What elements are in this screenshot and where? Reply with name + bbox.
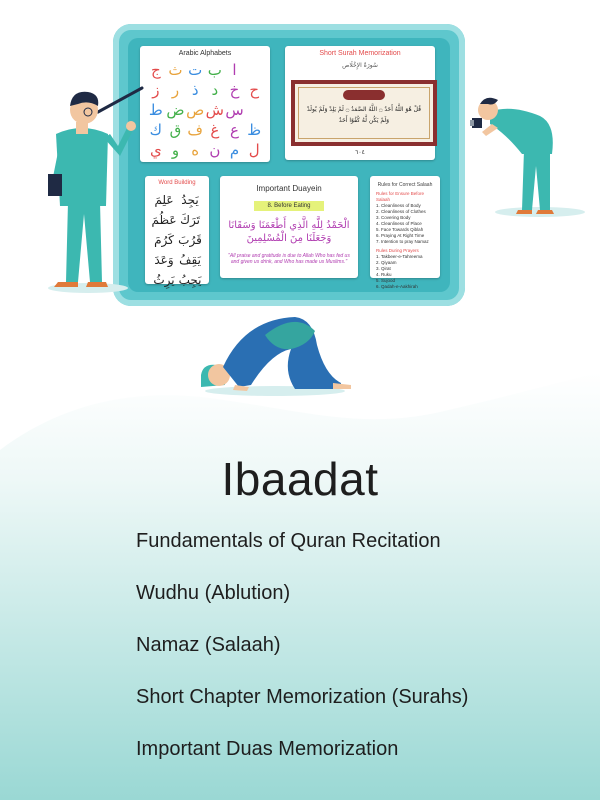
alphabet-letter: ا	[232, 61, 237, 79]
rule-item: 4. Cleanliness of Place	[376, 221, 422, 226]
word-item: يَرِثُ	[153, 273, 175, 287]
alphabet-letter: ظ	[247, 121, 262, 139]
word-grid	[145, 186, 209, 294]
rule-item: 1. Cleanliness of Body	[376, 203, 421, 208]
rule-item: 2. Cleanliness of Clothes	[376, 209, 426, 214]
word-item: تَرَكَ	[180, 213, 200, 227]
word-item: وَعَدَ	[154, 253, 174, 267]
card-title: Important Duayein	[256, 184, 322, 193]
rule-item: 4. Ruku	[376, 272, 392, 277]
dua-line: وَجَعَلَنَا مِنَ الْمُسْلِمِينَ	[246, 233, 332, 244]
word-item: كَرُمَ	[154, 233, 174, 247]
rules-heading: Rules for Ensure Before Salaah	[376, 191, 425, 202]
alphabet-letter: ص	[186, 101, 205, 119]
alphabet-letter: س	[225, 101, 244, 119]
alphabet-letter: ي	[149, 141, 162, 159]
alphabet-letter: غ	[210, 121, 220, 139]
alphabet-letter: ر	[171, 81, 180, 99]
surah-line: قُلْ هُوَ اللَّهُ أَحَدٌ ۝ اللَّهُ الصَّمَدُ ۝ لَمْ يَلِدْ وَلَمْ يُولَدْ	[306, 106, 422, 113]
alphabet-letter: ش	[205, 101, 224, 119]
alphabet-letter: ق	[169, 121, 182, 139]
alphabet-letter	[244, 101, 264, 119]
alphabet-letter: ح	[249, 81, 259, 99]
rule-item: 3. Covering Body	[376, 215, 411, 220]
list-item: Important Duas Memorization	[136, 738, 399, 760]
page-title: Ibaadat	[221, 453, 379, 505]
rule-item: 5. Face Towards Qiblah	[376, 227, 424, 232]
rules-list	[376, 203, 434, 245]
alphabet-letter: ن	[209, 141, 221, 159]
rule-item: 6. Praying At Right Time	[376, 233, 425, 238]
dua-arabic	[220, 219, 358, 245]
alphabet-letter: م	[229, 141, 240, 159]
rule-item: 7. Intention to pray Namaz	[376, 239, 429, 244]
word-item: عَظُمَ	[151, 213, 177, 227]
alphabet-letter: ه	[191, 141, 200, 159]
alphabet-letter: خ	[229, 81, 240, 99]
alphabet-letter	[244, 61, 264, 79]
alphabet-letter: و	[171, 141, 180, 159]
dua-line: الْحَمْدُ لِلَّهِ الَّذِي أَطْعَمَنَا وَسَقَانَا	[228, 220, 350, 231]
card-important-duas	[220, 176, 358, 278]
rule-item: 6. Qadah-e-Aakhirah	[376, 284, 418, 289]
rules-heading: Rules During Prayers	[376, 248, 419, 253]
alphabet-letter: ث	[168, 61, 183, 79]
card-title: Arabic Alphabets	[178, 50, 232, 57]
alphabet-letter: ض	[166, 101, 185, 119]
card-title: Rules for Correct Salaah	[377, 182, 433, 188]
prostration-illustration	[195, 305, 360, 397]
word-item: قَرُبَ	[178, 233, 202, 247]
dua-label: 8. Before Eating	[254, 201, 324, 211]
alphabet-letter: ع	[230, 121, 239, 139]
card-salaah-rules	[370, 176, 440, 289]
alphabet-letter: ل	[248, 141, 260, 159]
rule-item: 5. Sujood	[376, 278, 396, 283]
word-item: يَجِبُ	[178, 273, 202, 287]
card-title: Word Building	[158, 180, 196, 186]
rule-item: 1. Takbeer-e-Tahreema	[376, 254, 423, 259]
surah-badge	[343, 90, 385, 100]
surah-text	[305, 104, 423, 126]
rules-list	[376, 254, 434, 290]
teacher-illustration	[38, 82, 148, 294]
list-item: Short Chapter Memorization (Surahs)	[136, 686, 469, 708]
word-item: عَلِمَ	[154, 193, 174, 207]
alphabet-letter: ذ	[191, 81, 199, 99]
card-word-building	[145, 176, 209, 287]
alphabet-letter: ج	[150, 61, 161, 79]
alphabet-letter: ط	[148, 101, 163, 119]
surah-frame	[291, 80, 437, 146]
alphabet-grid	[140, 57, 270, 159]
page-number: ٦٠٤	[355, 149, 365, 156]
rule-item: 2. Qiyaam	[376, 260, 397, 265]
list-item: Fundamentals of Quran Recitation	[136, 530, 441, 552]
rule-item: 3. Qirat	[376, 266, 391, 271]
card-short-surah	[285, 46, 435, 160]
alphabet-letter: ز	[152, 81, 160, 99]
alphabet-letter: ف	[187, 121, 203, 139]
card-arabic-alphabets	[140, 46, 270, 162]
topic-list	[136, 527, 468, 787]
surah-line: وَلَمْ يَكُن لَّهُ كُفُوًا أَحَدٌ	[338, 117, 390, 124]
alphabet-letter: ك	[149, 121, 163, 139]
wudhu-illustration	[470, 90, 590, 220]
list-item: Namaz (Salaah)	[136, 634, 281, 656]
word-item: يَجِدُ	[181, 193, 199, 207]
alphabet-letter: د	[211, 81, 219, 99]
alphabet-letter: ت	[188, 61, 203, 79]
dua-translation: "All praise and gratitude is due to Allah Who has fed us and given us drink, and Who has made us Muslims."	[228, 253, 350, 265]
list-item: Wudhu (Ablution)	[136, 582, 291, 604]
surah-heading: سُورَةُ الإِخْلَاص	[342, 62, 378, 69]
alphabet-letter: ب	[207, 61, 222, 79]
word-item: يَقِفُ	[179, 253, 201, 267]
card-title: Short Surah Memorization	[319, 50, 401, 57]
